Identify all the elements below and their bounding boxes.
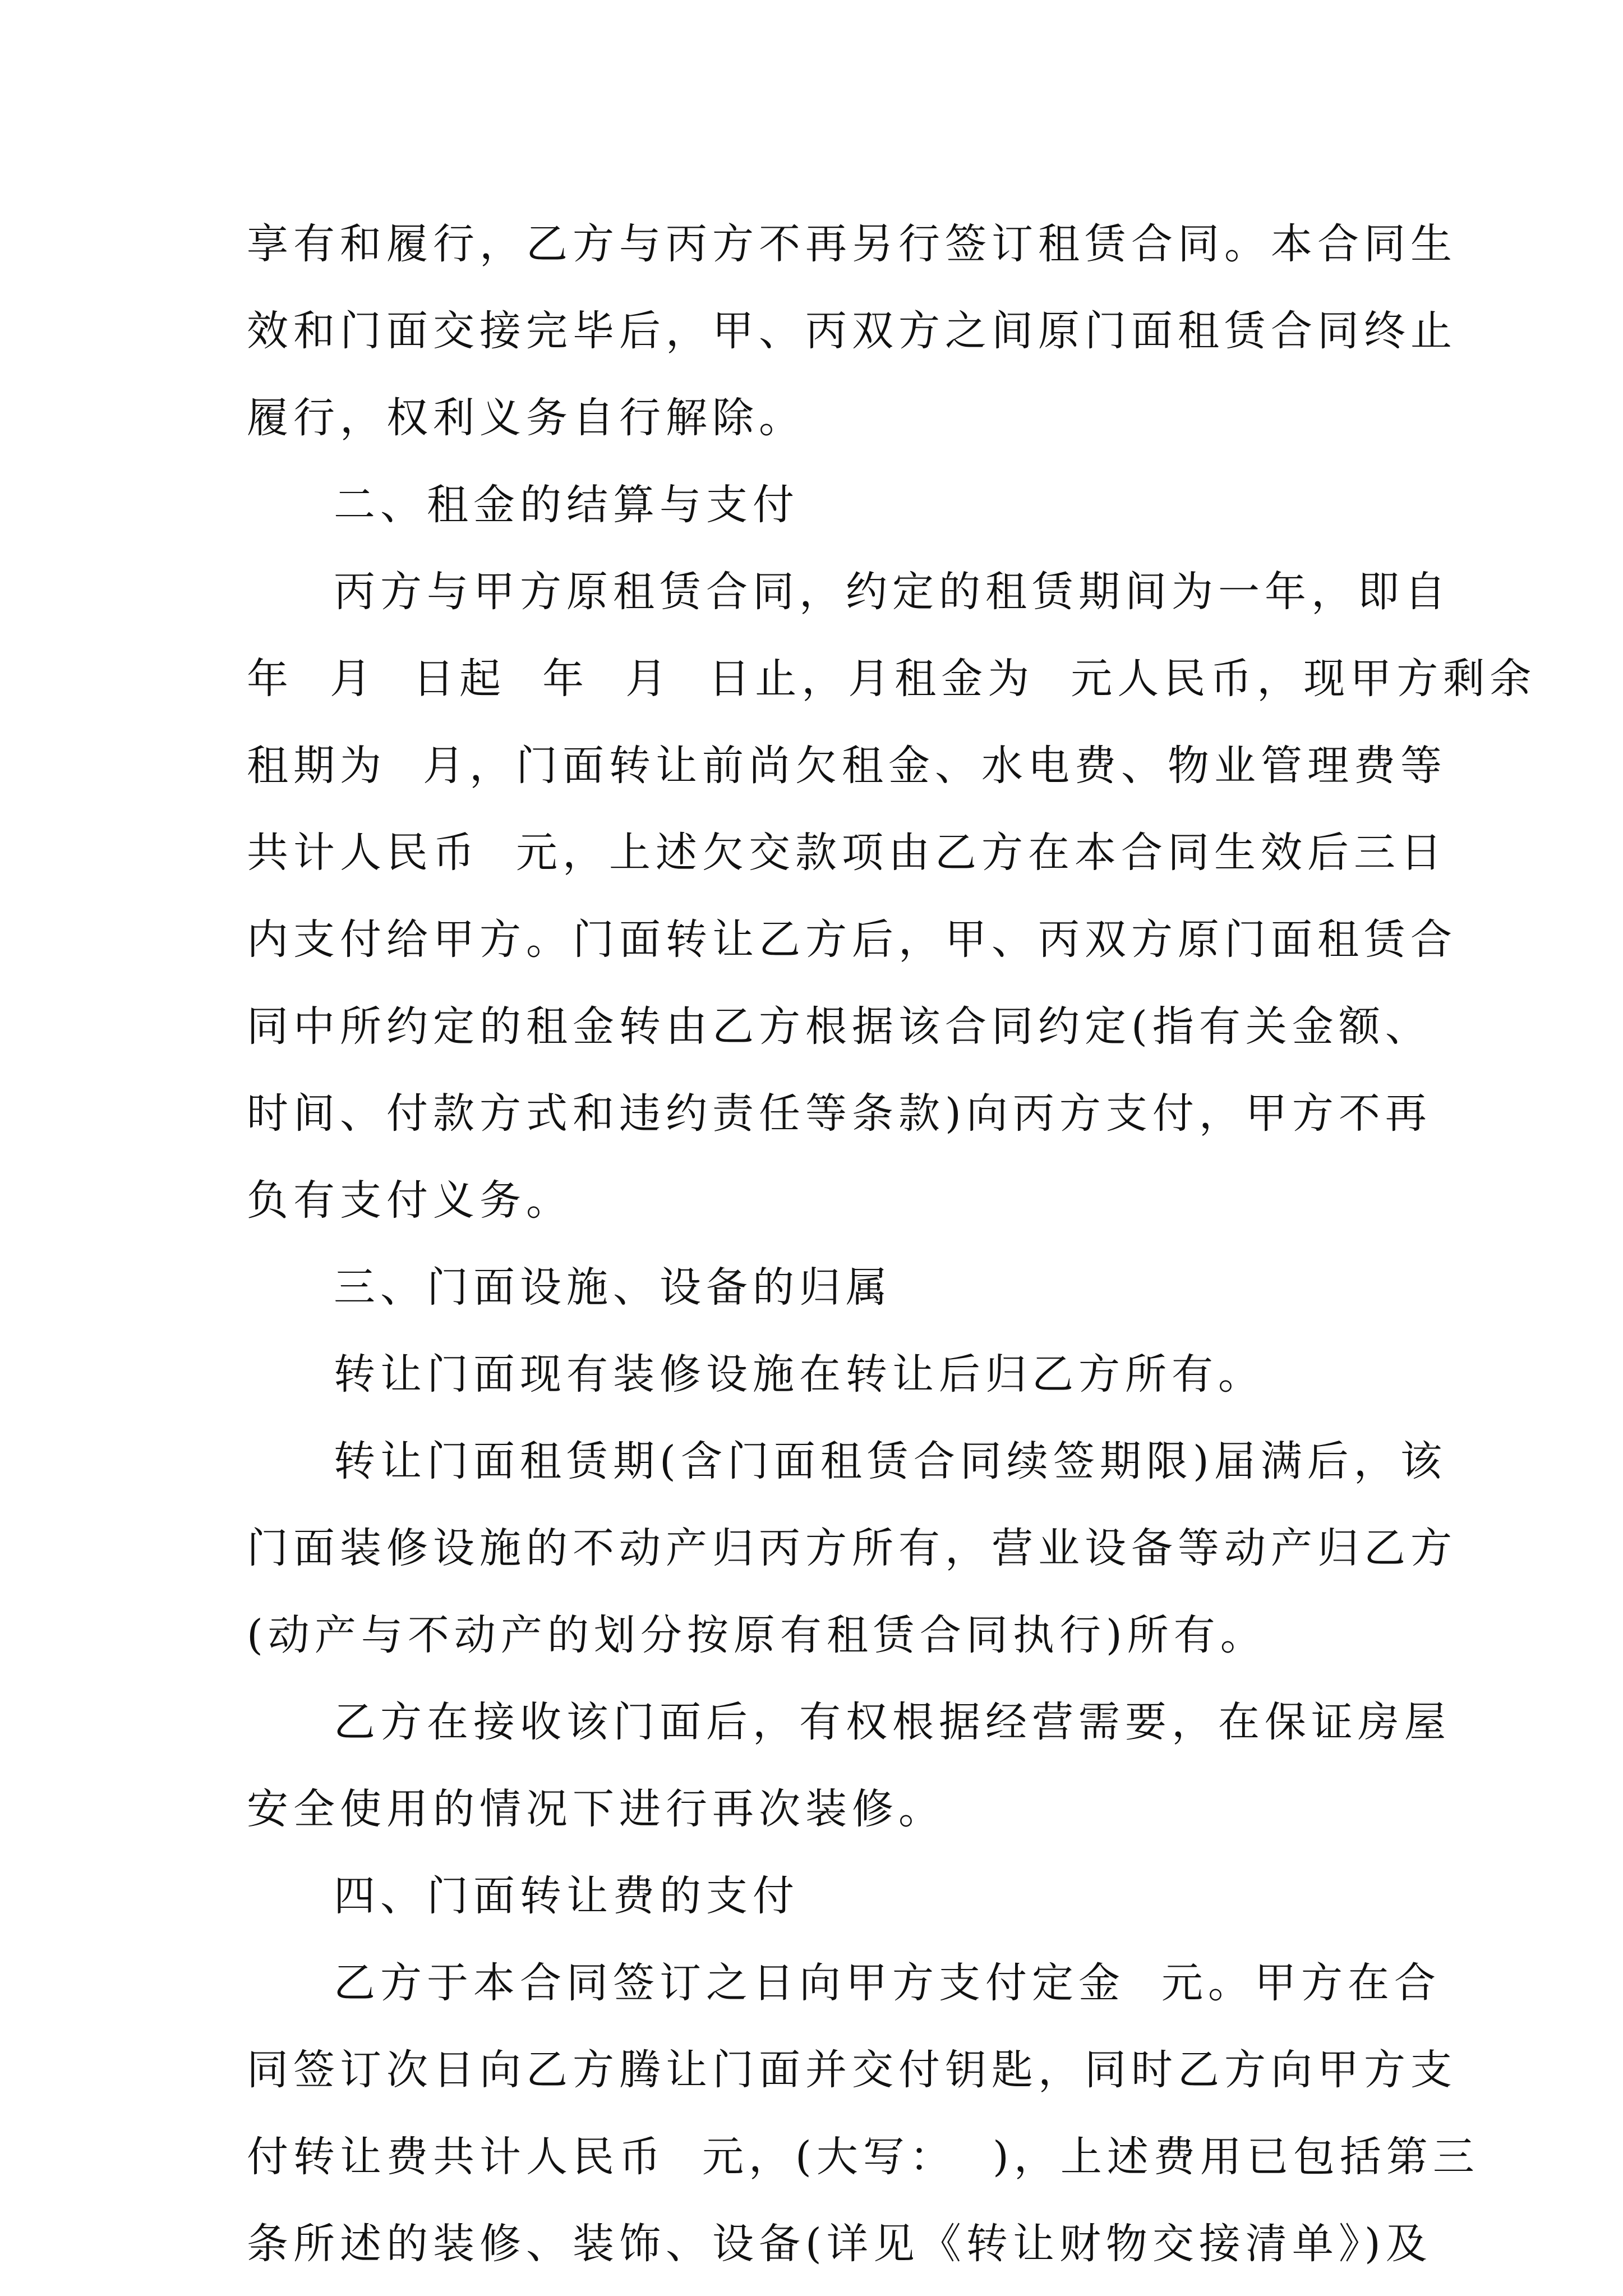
- text-line: (动产与不动产的划分按原有租赁合同执行)所有。: [247, 1611, 1267, 1659]
- text-line: 租期为 月，门面转让前尚欠租金、水电费、物业管理费等: [247, 742, 1447, 790]
- text-line: 门面装修设施的不动产归丙方所有，营业设备等动产归乙方: [247, 1524, 1457, 1572]
- text-line: 享有和履行，乙方与丙方不再另行签订租赁合同。本合同生: [247, 220, 1457, 268]
- section-heading: 三、门面设施、设备的归属: [334, 1263, 892, 1312]
- text-line: 转让门面租赁期(含门面租赁合同续签期限)届满后，该: [334, 1437, 1447, 1485]
- text-line: 共计人民币 元，上述欠交款项由乙方在本合同生效后三日: [247, 829, 1447, 877]
- text-line: 付转让费共计人民币 元，(大写： )，上述费用已包括第三: [247, 2133, 1479, 2181]
- text-line: 内支付给甲方。门面转让乙方后，甲、丙双方原门面租赁合: [247, 915, 1457, 964]
- text-line: 安全使用的情况下进行再次装修。: [247, 1785, 945, 1833]
- text-line: 丙方与甲方原租赁合同，约定的租赁期间为一年，即自: [334, 568, 1451, 616]
- document-body: [247, 201, 1537, 2288]
- text-line: 年 月 日起 年 月 日止，月租金为 元人民币，现甲方剩余: [247, 655, 1537, 703]
- text-line: 同签订次日向乙方腾让门面并交付钥匙，同时乙方向甲方支: [247, 2046, 1457, 2094]
- text-line: 乙方在接收该门面后，有权根据经营需要，在保证房屋: [334, 1698, 1451, 1746]
- text-line: 乙方于本合同签订之日向甲方支付定金 元。甲方在合: [334, 1959, 1441, 2007]
- text-line: 履行，权利义务自行解除。: [247, 394, 805, 442]
- text-line: 时间、付款方式和违约责任等条款)向丙方支付，甲方不再: [247, 1089, 1432, 1138]
- section-heading: 二、租金的结算与支付: [334, 481, 799, 529]
- section-heading: 四、门面转让费的支付: [334, 1872, 799, 1920]
- text-line: 条所述的装修、装饰、设备(详见《转让财物交接清单》)及: [247, 2220, 1432, 2268]
- text-line: 转让门面现有装修设施在转让后归乙方所有。: [334, 1350, 1265, 1398]
- text-line: 效和门面交接完毕后，甲、丙双方之间原门面租赁合同终止: [247, 307, 1457, 355]
- text-line: 同中所约定的租金转由乙方根据该合同约定(指有关金额、: [247, 1002, 1432, 1051]
- text-line: 负有支付义务。: [247, 1176, 573, 1225]
